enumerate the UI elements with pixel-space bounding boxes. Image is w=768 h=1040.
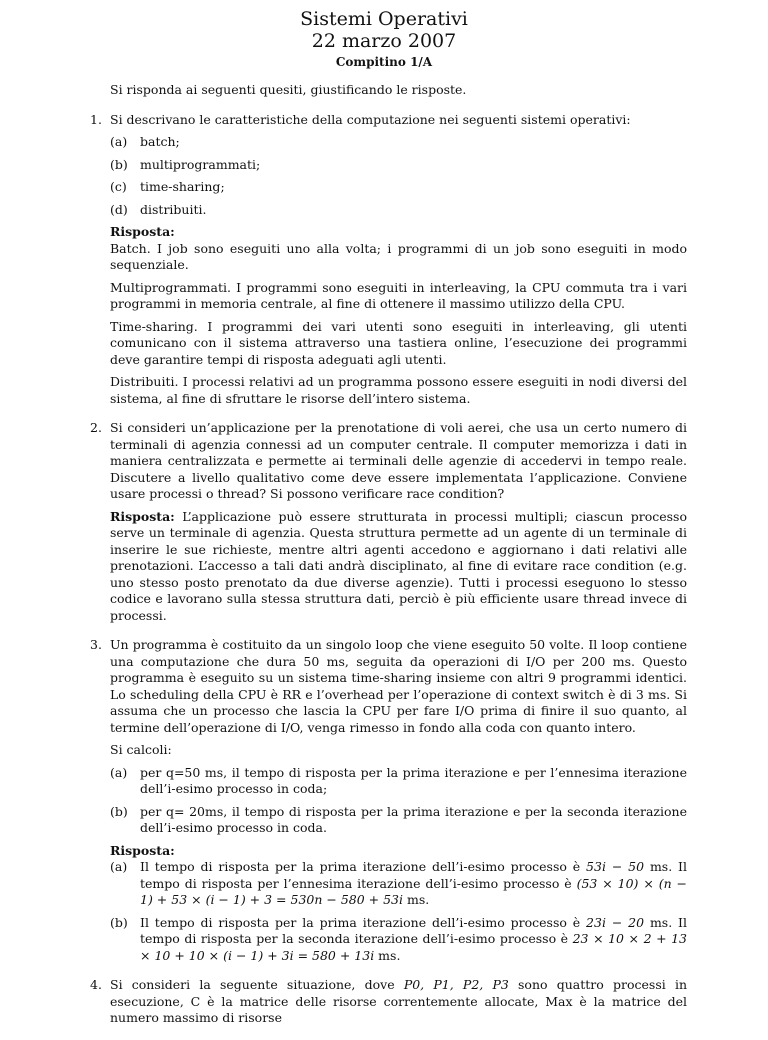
item-label: (a) <box>110 764 128 780</box>
answer-label: Risposta: <box>110 224 175 239</box>
question-1 <box>90 112 687 408</box>
item-label: (b) <box>110 156 128 172</box>
intro-text: Si risponda ai seguenti quesiti, giustificando le risposte. <box>110 82 467 97</box>
exam-date: 22 marzo 2007 <box>311 30 457 52</box>
exam-title: Sistemi Operativi <box>300 8 468 30</box>
item-text: batch; <box>140 134 180 149</box>
answer-text: ms. <box>403 892 430 907</box>
answer-paragraph: Distribuiti. I processi relativi ad un programma possono essere eseguiti in nodi diversi del sistema, al fine di sfruttare le risorse dell’intero sistema. <box>110 374 687 406</box>
item-text: multiprogrammati; <box>140 156 261 172</box>
question-4 <box>90 977 687 1027</box>
formula: 23 × 10 × 2 + 13 × 10 + 10 × (i − 1) + 3i = 580 + 13i <box>140 931 687 963</box>
item-text: time-sharing; <box>140 179 225 194</box>
list-item <box>110 134 687 151</box>
question-text: Si descrivano le caratteristiche della computazione nei seguenti sistemi operativi: <box>110 111 631 127</box>
answer-paragraph: Multiprogrammati. I programmi sono eseguiti in interleaving, la CPU commuta tra i vari programmi in memoria centrale, al fine di ottenere il massimo utilizzo della CPU. <box>110 279 687 311</box>
item-label: (c) <box>110 179 127 194</box>
answer-paragraph <box>110 509 687 625</box>
item-text: distribuiti. <box>140 201 207 217</box>
list-item <box>110 765 687 798</box>
list-item <box>110 202 687 219</box>
item-label: (b) <box>110 803 128 819</box>
exam-subtitle: Compitino 1/A <box>335 55 433 69</box>
answer-text: Il tempo di risposta per la prima iterazione dell’i-esimo processo è <box>140 914 587 930</box>
header <box>0 8 768 70</box>
question-text-part: Si consideri la seguente situazione, dove <box>110 977 404 992</box>
question-3 <box>90 637 687 964</box>
question-text <box>110 977 687 1027</box>
question-2 <box>90 420 687 624</box>
question-text-part: sono quattro processi in esecuzione, C è la matrice delle risorse correntemente allocate, Max è la matrice del numero massimo di risorse <box>110 977 687 1025</box>
answer-text: L’applicazione può essere strutturata in processi multipli; ciascun processo serve un terminale di agenzia. Questa struttura permette ad un agente di un terminale di inserire le sue richieste, mentre altri agenti accedono e aggiornano i dati relativi alle prenotazioni. L’accesso a tali dati andrà disciplinato, al fine di evitare race condition (e.g. uno stesso posto prenotato da due diverse agenzie). Tutti i processi eseguono lo stesso codice e lavorano sulla stessa struttura dati, perciò è più efficiente usare thread invece di processi. <box>110 508 687 623</box>
question-number: 2. <box>90 420 102 435</box>
item-label: (a) <box>110 859 128 874</box>
formula: 53i − 50 <box>586 859 645 874</box>
item-text: per q=50 ms, il tempo di risposta per la prima iterazione e per l’ennesima iterazione dell’i-esimo processo in coda; <box>140 764 687 796</box>
process-list: P0, P1, P2, P3 <box>403 977 509 992</box>
answer-label: Risposta: <box>110 842 175 858</box>
item-text: per q= 20ms, il tempo di risposta per la prima iterazione e per la seconda iterazione dell’i-esimo processo in coda. <box>140 803 687 835</box>
answer-item <box>110 915 687 965</box>
answer-text: ms. Il tempo di risposta per la seconda iterazione dell’i-esimo processo è <box>140 914 687 946</box>
item-label: (a) <box>110 134 128 149</box>
item-label: (b) <box>110 914 128 930</box>
question-number: 1. <box>90 111 102 127</box>
answer-label: Risposta: <box>110 508 175 524</box>
answer-item <box>110 859 687 909</box>
formula: 23i − 20 <box>586 914 645 930</box>
question-number: 3. <box>90 637 102 652</box>
answer-paragraph: Batch. I job sono eseguiti uno alla volta; i programmi di un job sono eseguiti in modo sequenziale. <box>110 240 687 272</box>
answer-paragraph: Time-sharing. I programmi dei vari utenti sono eseguiti in interleaving, gli utenti comunicano con il sistema attraverso una tastiera online, l’esecuzione dei programmi deve garantire tempi di risposta adeguati agli utenti. <box>110 318 687 367</box>
calc-prompt: Si calcoli: <box>110 742 172 757</box>
answer-text: ms. <box>374 947 401 963</box>
question-number: 4. <box>90 977 102 992</box>
question-text: Un programma è costituito da un singolo loop che viene eseguito 50 volte. Il loop contiene una computazione che dura 50 ms, seguita da operazioni di I/O per 200 ms. Questo programma è eseguito su un sistema time-sharing insieme con altri 9 programmi identici. Lo scheduling della CPU è RR e l’overhead per l’operazione di context switch è di 3 ms. Si assuma che un processo che lascia la CPU per fare I/O prima di finire il suo quanto, al termine dell’operazione di I/O, venga rimesso in fondo alla coda con quanto intero. <box>110 637 687 735</box>
item-label: (d) <box>110 201 128 217</box>
formula: (53 × 10) × (n − 1) + 53 × (i − 1) + 3 = 530n − 580 + 53i <box>140 875 688 907</box>
list-item <box>110 157 687 174</box>
list-item <box>110 179 687 196</box>
content <box>90 82 687 1040</box>
list-item <box>110 804 687 837</box>
question-text: Si consideri un’applicazione per la prenotatione di voli aerei, che usa un certo numero di terminali di agenzia connessi ad un computer centrale. Il computer memorizza i dati in maniera centralizzata e permette ai terminali delle agenzie di accedervi in tempo reale. Discutere a livello qualitativo come deve essere implementata l’applicazione. Conviene usare processi o thread? Si possono verificare race condition? <box>110 420 687 501</box>
answer-text: Il tempo di risposta per la prima iterazione dell’i-esimo processo è <box>140 859 587 874</box>
answer-text: ms. Il tempo di risposta per l’ennesima iterazione dell’i-esimo processo è <box>140 859 687 891</box>
